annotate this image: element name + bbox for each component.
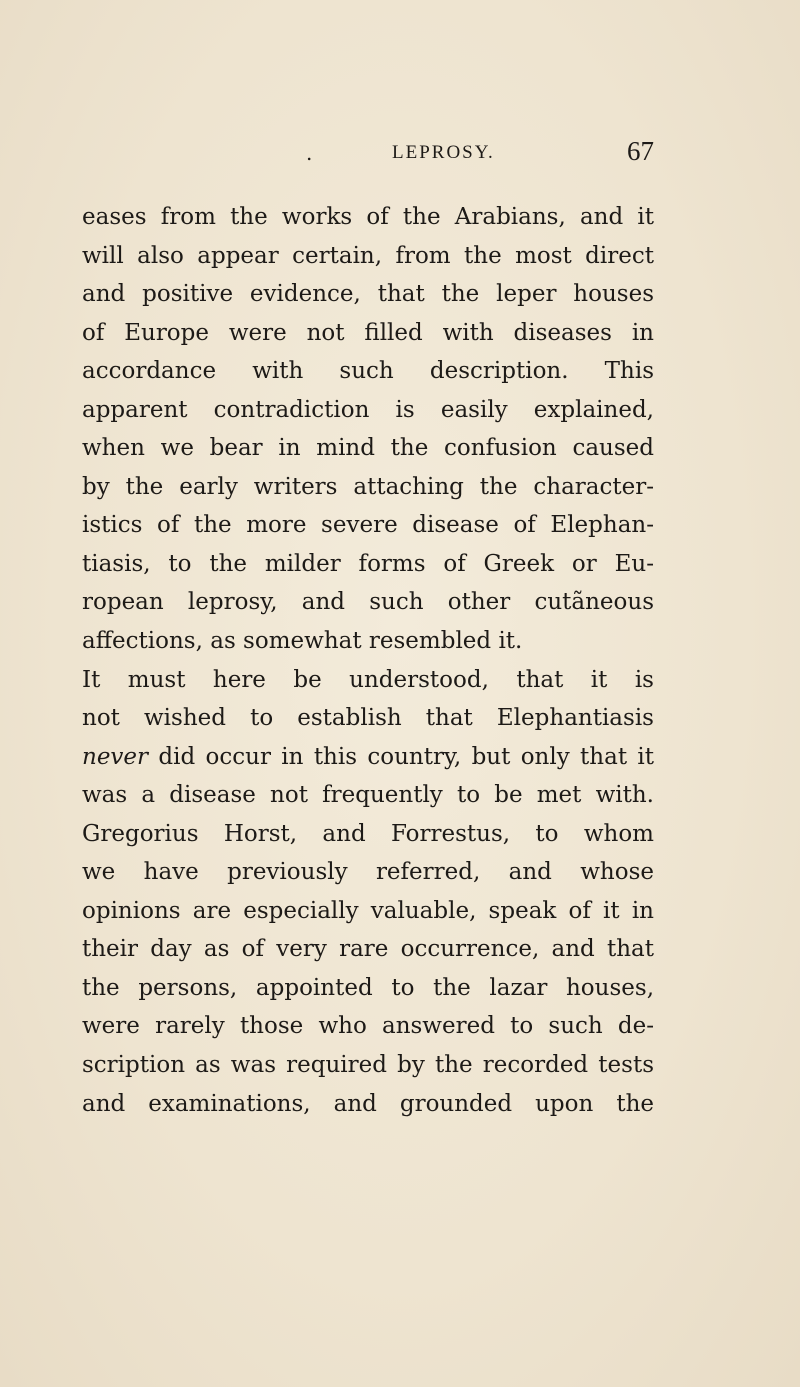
paragraph-start-line: It must here be understood, that it is bbox=[82, 666, 654, 693]
page-number: 67 bbox=[627, 136, 654, 166]
text-line: opinions are especially valuable, speak of it in bbox=[82, 897, 654, 924]
text-line: apparent contradiction is easily explained, bbox=[82, 396, 654, 423]
text-line: was a disease not frequently to be met with. bbox=[82, 782, 654, 809]
text-line: istics of the more severe disease of Elephan- bbox=[82, 512, 654, 539]
text-line: we have previously referred, and whose bbox=[82, 859, 654, 886]
text-line: by the early writers attaching the character- bbox=[82, 473, 654, 500]
text-line: Gregorius Horst, and Forrestus, to whom bbox=[82, 820, 654, 847]
text-line: and positive evidence, that the leper houses bbox=[82, 281, 654, 308]
text-line: the persons, appointed to the lazar houses, bbox=[82, 974, 654, 1001]
text-line-with-emphasis bbox=[82, 738, 654, 777]
text-line: affections, as somewhat resembled it. bbox=[82, 628, 523, 655]
text-line: of Europe were not filled with diseases in bbox=[82, 319, 654, 346]
text-line: accordance with such description. This bbox=[82, 358, 654, 385]
text-line: tiasis, to the milder forms of Greek or Eu- bbox=[82, 550, 654, 577]
body-text bbox=[82, 198, 654, 1123]
text-line: ropean leprosy, and such other cutãneous bbox=[82, 589, 654, 616]
text-line: and examinations, and grounded upon the bbox=[82, 1090, 654, 1117]
text-line: were rarely those who answered to such de- bbox=[82, 1013, 654, 1040]
header-dot: . bbox=[306, 141, 313, 165]
running-title: LEPROSY. bbox=[392, 142, 495, 163]
emphasis-never: never bbox=[82, 743, 149, 770]
text-line: not wished to establish that Elephantiasis bbox=[82, 705, 654, 732]
text-line: their day as of very rare occurrence, and that bbox=[82, 936, 654, 963]
text-line: will also appear certain, from the most direct bbox=[82, 242, 654, 269]
running-head bbox=[82, 138, 654, 178]
text-line-rest: did occur in this country, but only that it bbox=[158, 743, 654, 770]
text-line: when we bear in mind the confusion caused bbox=[82, 435, 654, 462]
text-line: scription as was required by the recorded tests bbox=[82, 1052, 654, 1079]
text-line: eases from the works of the Arabians, and it bbox=[82, 204, 654, 230]
